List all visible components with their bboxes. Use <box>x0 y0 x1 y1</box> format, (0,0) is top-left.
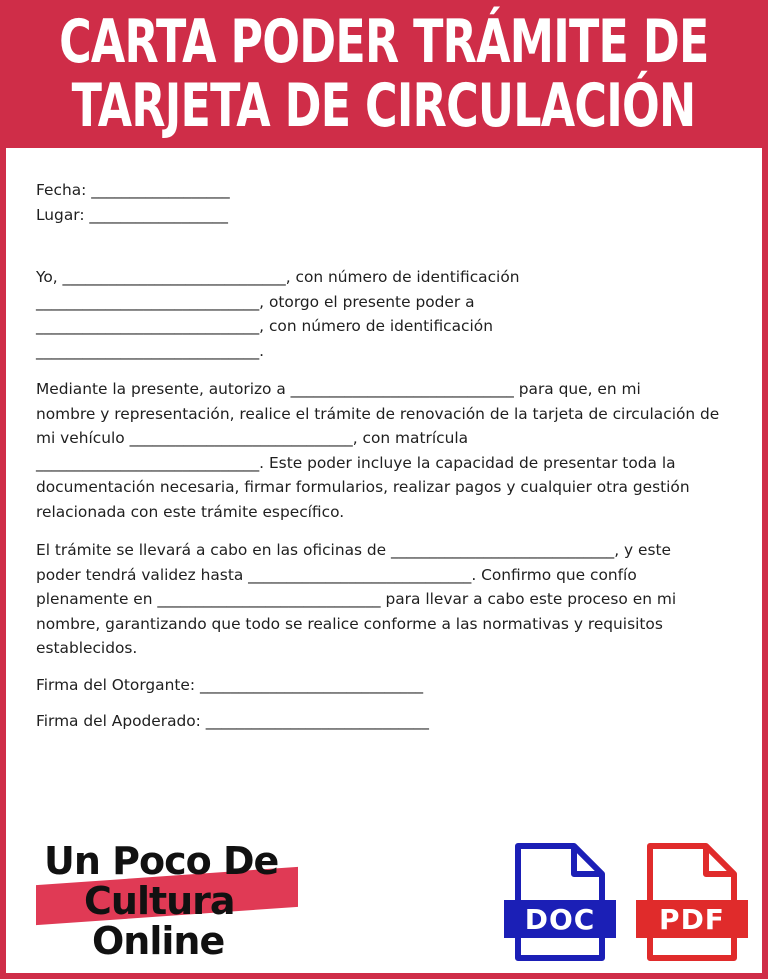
paragraph-line: _____________________________. Este poder incluye la capacidad de presentar toda la <box>36 453 676 472</box>
document-sheet <box>6 148 762 973</box>
doc-label: DOC <box>504 900 616 938</box>
paragraph-line: mi vehículo _____________________________, con matrícula <box>36 429 469 447</box>
date-field: Fecha: __________________ <box>36 181 230 199</box>
paragraph-line: establecidos. <box>36 639 138 657</box>
paragraph-line: _____________________________, con número de identificación <box>36 317 493 335</box>
page-title-line-2: TARJETA DE CIRCULACIÓN <box>72 71 696 141</box>
doc-download-icon[interactable] <box>504 842 616 962</box>
paragraph-line: documentación necesaria, firmar formularios, realizar pagos y cualquier otra gestión <box>36 478 690 496</box>
paragraph-line: _____________________________. <box>36 341 265 360</box>
paragraph-line: El trámite se llevará a cabo en las oficinas de _____________________________, y este <box>36 541 671 559</box>
page-header <box>0 0 768 148</box>
logo-text-line-1: Un Poco De <box>44 839 279 883</box>
paragraph-authorization <box>36 377 746 524</box>
page-title-line-1: CARTA PODER TRÁMITE DE <box>59 7 709 77</box>
paragraph-line: nombre y representación, realice el trámite de renovación de la tarjeta de circulación de <box>36 404 720 423</box>
pdf-download-icon[interactable] <box>636 842 748 962</box>
signature-attorney: Firma del Apoderado: _____________________________ <box>36 712 429 730</box>
paragraph-grantor <box>36 265 746 363</box>
logo-text-line-2: Cultura <box>84 879 235 923</box>
pdf-label: PDF <box>636 900 748 938</box>
paragraph-line: nombre, garantizando que todo se realice conforme a las normativas y requisitos <box>36 614 663 633</box>
brand-logo <box>34 841 304 966</box>
letter-body <box>36 178 746 734</box>
paragraph-line: plenamente en _____________________________ para llevar a cabo este proceso en mi <box>36 590 677 608</box>
paragraph-line: poder tendrá validez hasta _____________________________. Confirmo que confío <box>36 565 637 584</box>
signature-grantor: Firma del Otorgante: _____________________________ <box>36 675 424 694</box>
place-field: Lugar: __________________ <box>36 205 228 224</box>
paragraph-line: Mediante la presente, autorizo a _____________________________ para que, en mi <box>36 380 641 398</box>
paragraph-line: relacionada con este trámite específico. <box>36 502 345 521</box>
paragraph-line: Yo, _____________________________, con número de identificación <box>36 268 520 286</box>
paragraph-location-validity <box>36 538 746 661</box>
logo-text-line-3: Online <box>92 919 225 963</box>
paragraph-line: _____________________________, otorgo el presente poder a <box>36 292 475 311</box>
